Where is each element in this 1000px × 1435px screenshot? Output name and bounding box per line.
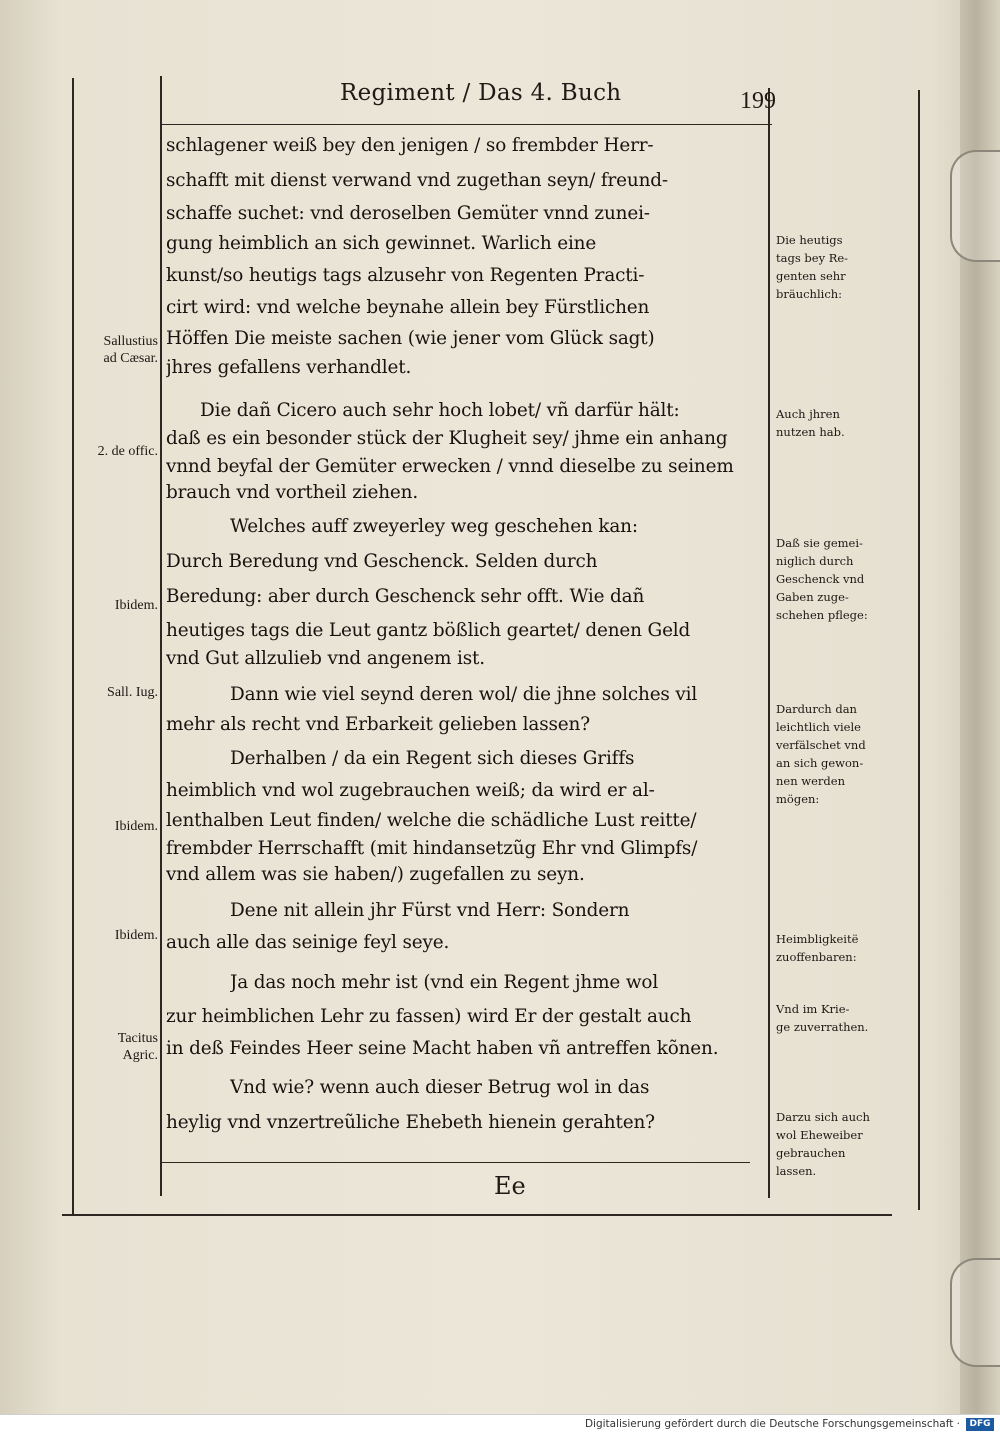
- text-line: Höffen Die meiste sachen (wie jener vom Glück sagt): [166, 328, 655, 349]
- text-line: Beredung: aber durch Geschenck sehr offt. Wie dañ: [166, 586, 645, 607]
- left-margin-note: Ibidem.: [114, 819, 158, 834]
- text-line: jhres gefallens verhandlet.: [166, 357, 412, 378]
- page-number: 199: [740, 88, 776, 114]
- signature-mark: Ee: [494, 1172, 526, 1200]
- note-line: lassen.: [776, 1164, 817, 1178]
- note-line: Auch jhren: [776, 407, 840, 421]
- right-margin-note: [776, 700, 894, 808]
- text-line: schaffe suchet: vnd deroselben Gemüter vnnd zunei-: [166, 203, 650, 224]
- footer-rule: [160, 1162, 750, 1163]
- text-line: Vnd wie? wenn auch dieser Betrug wol in das: [230, 1077, 650, 1098]
- note-line: Daß sie gemei-: [776, 536, 863, 550]
- left-margin-note: [62, 333, 158, 367]
- note-line: mögen:: [776, 792, 820, 806]
- note-line: Die heutigs: [776, 233, 843, 247]
- text-line: schlagener weiß bey den jenigen / so frembder Herr-: [166, 135, 654, 156]
- text-line: heylig vnd vnzertreũliche Ehebeth hienein gerahten?: [166, 1112, 655, 1133]
- text-line: Die dañ Cicero auch sehr hoch lobet/ vñ darfür hält:: [200, 400, 680, 421]
- page-clip-top: [950, 150, 1000, 262]
- text-line: heimblich vnd wol zugebrauchen weiß; da wird er al-: [166, 780, 655, 801]
- note-line: genten sehr: [776, 269, 846, 283]
- note-line: gebrauchen: [776, 1146, 846, 1160]
- right-margin-note: [776, 534, 894, 624]
- text-line: frembder Herrschafft (mit hindansetzũg Ehr vnd Glimpfs/: [166, 838, 698, 859]
- note-line: Tacitus: [117, 1031, 158, 1046]
- text-line: daß es ein besonder stück der Klugheit sey/ jhme ein anhang: [166, 428, 728, 449]
- right-margin-note: [776, 1000, 894, 1036]
- frame-rule-bottom: [62, 1214, 892, 1216]
- text-line: Derhalben / da ein Regent sich dieses Griffs: [230, 748, 635, 769]
- text-line: Dene nit allein jhr Fürst vnd Herr: Sondern: [230, 900, 630, 921]
- right-margin-note: [776, 231, 894, 303]
- note-line: ad Cæsar.: [103, 351, 158, 366]
- text-line: mehr als recht vnd Erbarkeit gelieben lassen?: [166, 714, 590, 735]
- text-line: lenthalben Leut finden/ welche die schädliche Lust reitte/: [166, 810, 697, 831]
- text-line: Ja das noch mehr ist (vnd ein Regent jhme wol: [230, 972, 659, 993]
- text-line: schafft mit dienst verwand vnd zugethan seyn/ freund-: [166, 170, 668, 191]
- note-line: Gaben zuge-: [776, 590, 849, 604]
- text-line: vnd allem was sie haben/) zugefallen zu seyn.: [166, 864, 585, 885]
- text-line: Welches auff zweyerley weg geschehen kan:: [230, 516, 638, 537]
- note-line: bräuchlich:: [776, 287, 843, 301]
- page-clip-bottom: [950, 1258, 1000, 1367]
- note-line: Agric.: [122, 1048, 158, 1063]
- digitization-footer: [0, 1414, 1000, 1435]
- left-margin-note: Ibidem.: [114, 928, 158, 943]
- note-line: ge zuverrathen.: [776, 1020, 869, 1034]
- text-line: vnnd beyfal der Gemüter erwecken / vnnd dieselbe zu seinem: [166, 456, 734, 477]
- right-margin-note: [776, 1108, 894, 1180]
- dfg-logo: DFG: [966, 1418, 994, 1431]
- note-line: nutzen hab.: [776, 425, 845, 439]
- note-line: zuoffenbaren:: [776, 950, 857, 964]
- note-line: Heimbligkeitë: [776, 932, 859, 946]
- note-line: schehen pflege:: [776, 608, 868, 622]
- header-rule: [160, 124, 772, 125]
- note-line: tags bey Re-: [776, 251, 849, 265]
- note-line: verfälschet vnd: [776, 738, 866, 752]
- left-margin-note: 2. de offic.: [97, 444, 158, 459]
- text-line: cirt wird: vnd welche beynahe allein bey Fürstlichen: [166, 297, 650, 318]
- footer-credit: Digitalisierung gefördert durch die Deutsche Forschungsgemeinschaft ·: [584, 1418, 960, 1430]
- frame-rule-right: [918, 90, 920, 1210]
- note-line: Darzu sich auch: [776, 1110, 870, 1124]
- text-line: brauch vnd vortheil ziehen.: [166, 482, 419, 503]
- text-line: gung heimblich an sich gewinnet. Warlich eine: [166, 233, 597, 254]
- note-line: an sich gewon-: [776, 756, 864, 770]
- note-line: wol Eheweiber: [776, 1128, 863, 1142]
- text-line: in deß Feindes Heer seine Macht haben vñ antreffen kõnen.: [166, 1038, 719, 1059]
- note-line: Sallustius: [103, 334, 158, 349]
- note-line: Geschenck vnd: [776, 572, 865, 586]
- text-line: Durch Beredung vnd Geschenck. Selden durch: [166, 551, 598, 572]
- note-line: nen werden: [776, 774, 845, 788]
- text-line: auch alle das seinige feyl seye.: [166, 932, 450, 953]
- text-line: zur heimblichen Lehr zu fassen) wird Er der gestalt auch: [166, 1006, 692, 1027]
- text-line: kunst/so heutigs tags alzusehr von Regenten Practi-: [166, 265, 645, 286]
- running-head: Regiment / Das 4. Buch: [340, 80, 622, 106]
- note-line: Vnd im Krie-: [776, 1002, 850, 1016]
- right-margin-note: [776, 405, 894, 441]
- text-line: heutiges tags die Leut gantz bößlich geartet/ denen Geld: [166, 620, 691, 641]
- left-margin-note: [62, 1030, 158, 1064]
- column-rule-right: [768, 88, 770, 1198]
- note-line: Dardurch dan: [776, 702, 857, 716]
- text-line: vnd Gut allzulieb vnd angenem ist.: [166, 648, 485, 669]
- left-margin-note: Ibidem.: [114, 598, 158, 613]
- note-line: leichtlich viele: [776, 720, 861, 734]
- note-line: niglich durch: [776, 554, 854, 568]
- column-rule-left: [160, 76, 162, 1196]
- left-margin-note: Sall. Iug.: [107, 685, 158, 700]
- right-margin-note: [776, 930, 894, 966]
- text-line: Dann wie viel seynd deren wol/ die jhne solches vil: [230, 684, 698, 705]
